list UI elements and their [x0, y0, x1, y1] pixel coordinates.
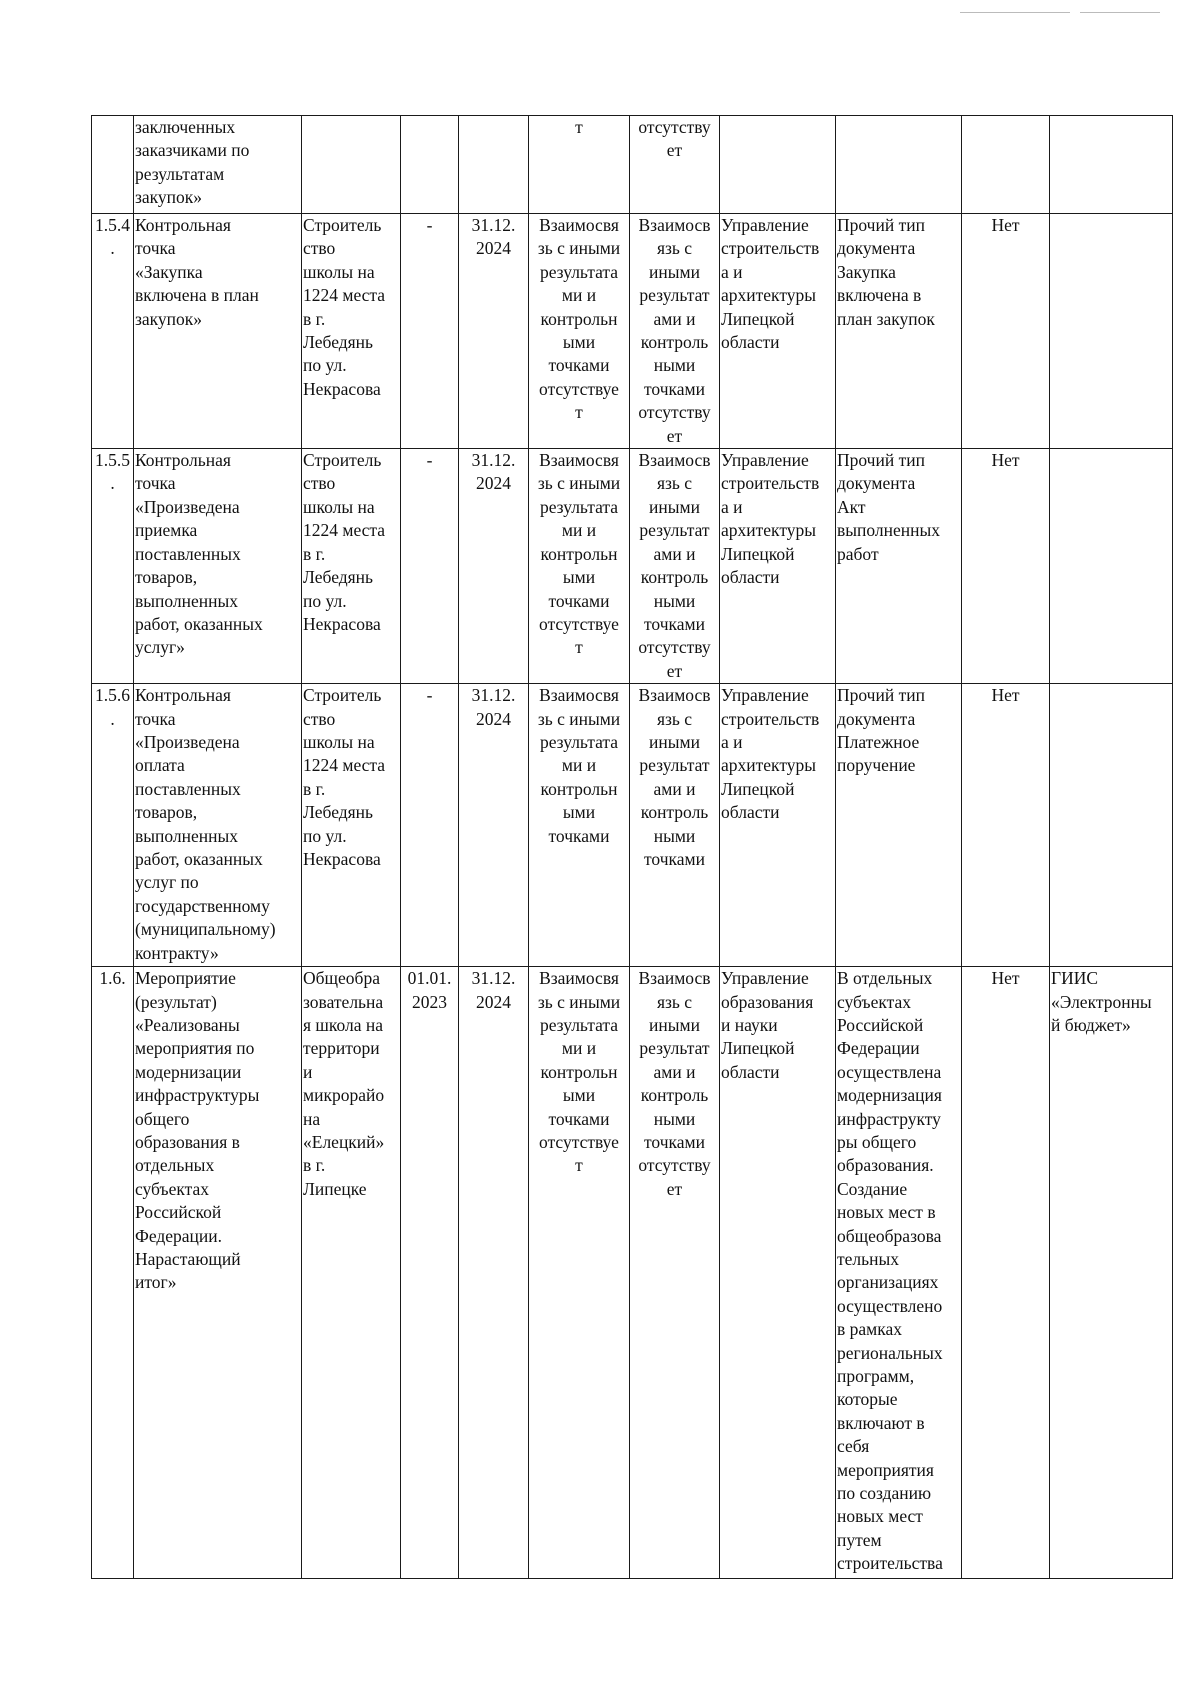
end-date: 31.12. 2024: [459, 967, 529, 1579]
info-system: [1050, 116, 1173, 214]
table-row: [92, 214, 1173, 449]
plan-table: [91, 115, 1173, 1579]
flag: Нет: [962, 684, 1050, 967]
link-points: отсутству ет: [630, 116, 720, 214]
link-points: Взаимосв язь с иными результат ами и контроль ными точками отсутству ет: [630, 967, 720, 1579]
flag: Нет: [962, 967, 1050, 1579]
event-name: заключенных заказчиками по результатам закупок»: [134, 116, 302, 214]
document-type: В отдельных субъектах Российской Федерации осуществлена модернизация инфраструкту ры общего образования. Создание новых мест в общеобразова тельных организациях осуществлено в рамках региональных программ, которые включают в себя мероприятия по созданию новых мест путем строительства: [836, 967, 962, 1579]
flag: Нет: [962, 214, 1050, 449]
info-system: [1050, 214, 1173, 449]
object-name: Строитель ство школы на 1224 места в г. Лебедянь по ул. Некрасова: [302, 214, 401, 449]
scan-speck: [960, 12, 1070, 13]
document-type: Прочий тип документа Платежное поручение: [836, 684, 962, 967]
start-date: -: [401, 684, 459, 967]
row-number: 1.6.: [92, 967, 134, 1579]
table-row: [92, 449, 1173, 684]
document-type: Прочий тип документа Акт выполненных работ: [836, 449, 962, 684]
row-number: [92, 116, 134, 214]
start-date: -: [401, 214, 459, 449]
info-system: ГИИС «Электронны й бюджет»: [1050, 967, 1173, 1579]
start-date: -: [401, 449, 459, 684]
responsible: Управление строительств а и архитектуры Липецкой области: [720, 449, 836, 684]
document-type: Прочий тип документа Закупка включена в план закупок: [836, 214, 962, 449]
object-name: [302, 116, 401, 214]
event-name: Контрольная точка «Закупка включена в план закупок»: [134, 214, 302, 449]
scan-speck: [1080, 12, 1160, 13]
link-results: Взаимосвя зь с иными результата ми и контрольн ыми точками отсутствуе т: [529, 449, 630, 684]
flag: [962, 116, 1050, 214]
table-row: [92, 116, 1173, 214]
row-number: 1.5.5 .: [92, 449, 134, 684]
row-number: 1.5.4 .: [92, 214, 134, 449]
table-row: [92, 967, 1173, 1579]
link-points: Взаимосв язь с иными результат ами и контроль ными точками: [630, 684, 720, 967]
table-row: [92, 684, 1173, 967]
end-date: 31.12. 2024: [459, 684, 529, 967]
object-name: Строитель ство школы на 1224 места в г. Лебедянь по ул. Некрасова: [302, 449, 401, 684]
responsible: Управление строительств а и архитектуры Липецкой области: [720, 684, 836, 967]
object-name: Общеобра зовательна я школа на территори и микрорайо на «Елецкий» в г. Липецке: [302, 967, 401, 1579]
event-name: Контрольная точка «Произведена оплата поставленных товаров, выполненных работ, оказанных услуг по государственному (муниципальному) контракту»: [134, 684, 302, 967]
info-system: [1050, 449, 1173, 684]
link-points: Взаимосв язь с иными результат ами и контроль ными точками отсутству ет: [630, 449, 720, 684]
start-date: 01.01. 2023: [401, 967, 459, 1579]
event-name: Контрольная точка «Произведена приемка поставленных товаров, выполненных работ, оказанных услуг»: [134, 449, 302, 684]
link-results: т: [529, 116, 630, 214]
responsible: Управление образования и науки Липецкой области: [720, 967, 836, 1579]
row-number: 1.5.6 .: [92, 684, 134, 967]
flag: Нет: [962, 449, 1050, 684]
start-date: [401, 116, 459, 214]
link-results: Взаимосвя зь с иными результата ми и контрольн ыми точками отсутствуе т: [529, 967, 630, 1579]
responsible: [720, 116, 836, 214]
link-results: Взаимосвя зь с иными результата ми и контрольн ыми точками отсутствуе т: [529, 214, 630, 449]
object-name: Строитель ство школы на 1224 места в г. Лебедянь по ул. Некрасова: [302, 684, 401, 967]
link-results: Взаимосвя зь с иными результата ми и контрольн ыми точками: [529, 684, 630, 967]
link-points: Взаимосв язь с иными результат ами и контроль ными точками отсутству ет: [630, 214, 720, 449]
end-date: [459, 116, 529, 214]
info-system: [1050, 684, 1173, 967]
responsible: Управление строительств а и архитектуры Липецкой области: [720, 214, 836, 449]
document-type: [836, 116, 962, 214]
end-date: 31.12. 2024: [459, 214, 529, 449]
end-date: 31.12. 2024: [459, 449, 529, 684]
event-name: Мероприятие (результат) «Реализованы мероприятия по модернизации инфраструктуры общего образования в отдельных субъектах Российской Федерации. Нарастающий итог»: [134, 967, 302, 1579]
